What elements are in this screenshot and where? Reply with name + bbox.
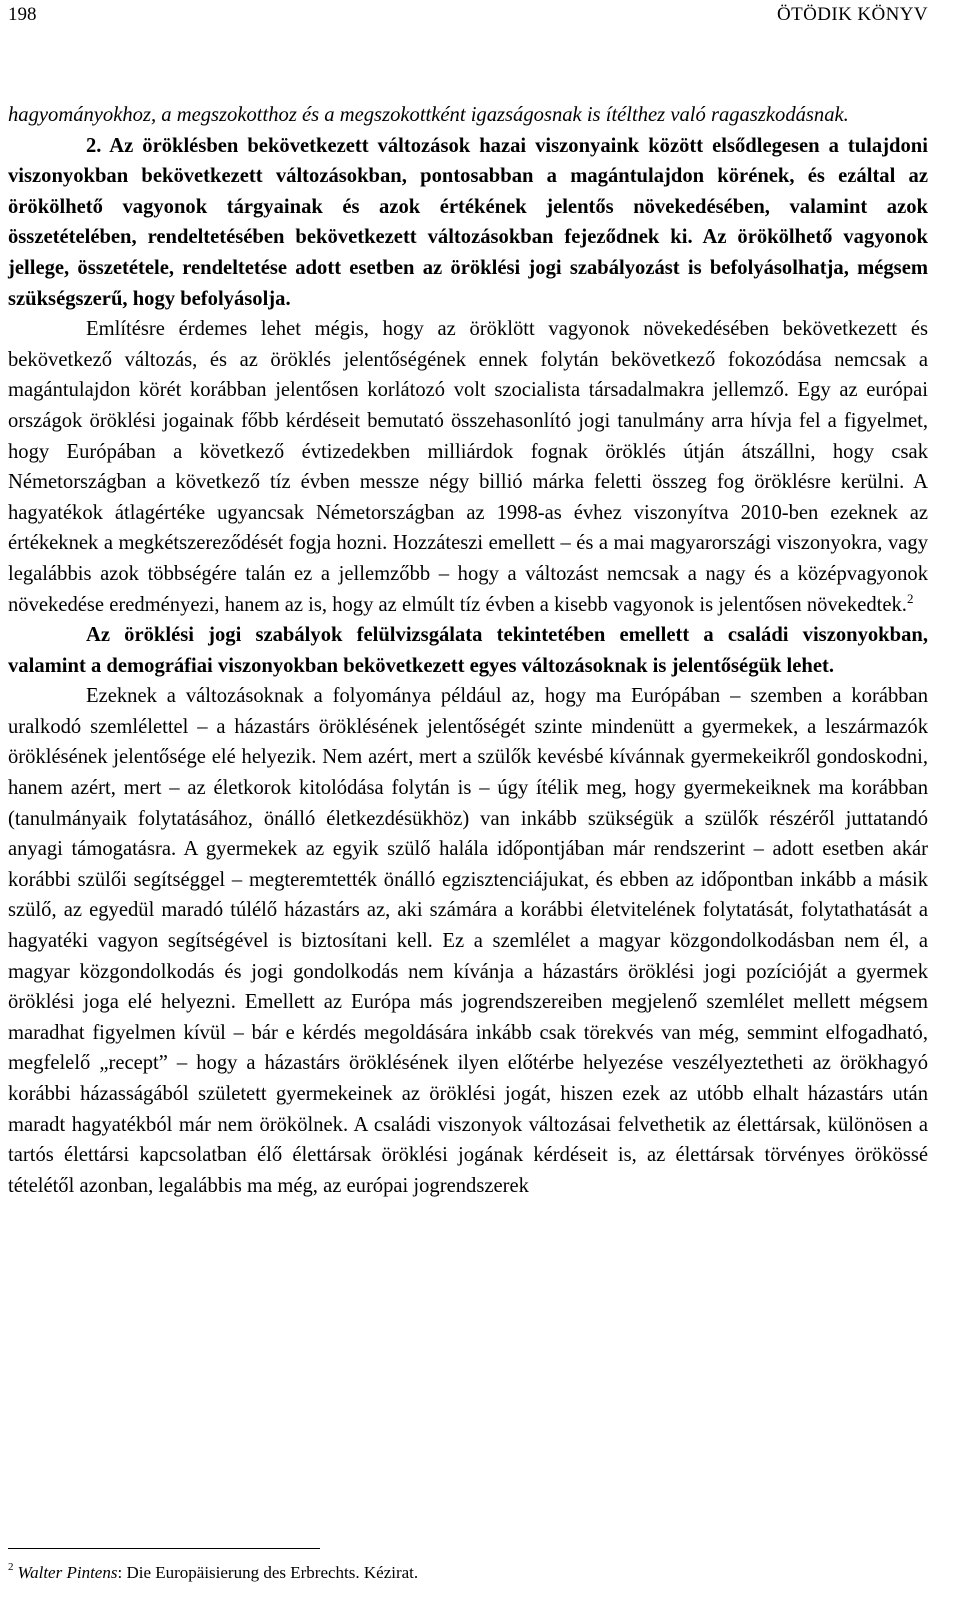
page-number: 198: [8, 4, 37, 25]
running-title: ÖTÖDIK KÖNYV: [777, 4, 928, 25]
paragraph-text: Említésre érdemes lehet mégis, hogy az öröklött vagyonok növekedésében bekövetkezett és bekövetkező változás, és az öröklés jelentőségének ennek folytán bekövetkező fokozódása nemcsak a magántulajdon körét korábban jelentősen korlátozó volt szocialista társadalmakra jellemző. Egy az európai országok öröklési jogainak főbb kérdéseit bemutató összehasonlító jogi tanulmány arra hívja fel a figyelmet, hogy Európában a következő évtizedekben milliárdok fognak öröklés útján átszállni, hogy csak Németországban a következő tíz évben messze négy billió márka feletti összeg fog öröklésre kerülni. A hagyatékok átlagértéke ugyancsak Németországban az 1998-as évhez viszonyítva 2010-ben ezeknek az értékeknek a megkétszereződését fogja hozni. Hozzáteszi emellett – és a mai magyarországi viszonyokra, vagy legalábbis azok többségére talán ez a jellemzőbb – hogy a változást nemcsak a nagy és a középvagyonok növekedése eredményezi, hanem az is, hogy az elmúlt tíz évben a kisebb vagyonok is jelentősen növekedtek.: [8, 318, 928, 616]
footnote-number: 2: [8, 1561, 14, 1573]
footnote: [8, 1562, 928, 1584]
footnote-reference: 2: [906, 590, 914, 606]
body-text: [8, 100, 928, 1201]
paragraph-section-2: 2. Az öröklésben bekövetkezett változások hazai viszonyaink között elsődlegesen a tulajdoni viszonyokban bekövetkezett változásokban, pontosabban a magántulajdon körének, és ezáltal az örökölhető vagyonok tárgyainak és azok értékének jelentős növekedésében, valamint azok összetételében, rendeltetésében bekövetkezett változásokban fejeződnek ki. Az örökölhető vagyonok jellege, összetétele, rendeltetése adott esetben az öröklési jogi szabályozást is befolyásolhatja, mégsem szükségszerű, hogy befolyásolja.: [8, 134, 928, 310]
paragraph-family-relations: Az öröklési jogi szabályok felülvizsgálata tekintetében emellett a családi viszonyokban, valamint a demográfiai viszonyokban bekövetkezett egyes változásoknak is jelentőségük lehet.: [8, 624, 928, 677]
footnote-separator-text: :: [117, 1563, 127, 1582]
paragraph-continuation: hagyományokhoz, a megszokotthoz és a megszokottként igazságosnak is ítélthez való ragaszkodásnak.: [8, 104, 849, 126]
footnote-separator: [8, 1548, 320, 1549]
footnote-author: Walter Pintens: [17, 1563, 118, 1582]
footnote-text: Die Europäisierung des Erbrechts. Kézirat.: [126, 1563, 419, 1582]
paragraph-inheritance-growth: [8, 314, 928, 620]
paragraph-spouse-inheritance: Ezeknek a változásoknak a folyománya például az, hogy ma Európában – szemben a korábban uralkodó szemlélettel – a házastárs öröklésének jelentőségét szinte mindenütt a gyermekek, a leszármazók öröklésének jelentősége elé helyezik. Nem azért, mert a szülők kevésbé kívánnak gyermekeikről gondoskodni, hanem azért, mert – az életkorok kitolódása folytán is – úgy ítélik meg, hogy gyermekeiknek ma korábban (tanulmányaik folytatásához, önálló életkezdésükhöz) van inkább szükségük a szülők részéről juttatandó anyagi támogatásra. A gyermekek az egyik szülő halála időpontjában már rendszerint – adott esetben akár korábbi szülői segítséggel – megteremtették önálló egzisztenciájukat, és ebben az időpontban inkább a másik szülő, az egyedül maradó túlélő házastárs az, aki számára a korábbi életvitelének folytatását, folytathatását a hagyatéki vagyon segítségével is biztosítani kell. Ez a szemlélet a magyar közgondolkodásban nem él, a magyar közgondolkodás és jogi gondolkodás nem kívánja a házastárs öröklési jogi pozícióját a gyermek öröklési joga elé helyezni. Emellett az Európa más jogrendszereiben megjelenő szemlélet mellett mégsem maradhat figyelmen kívül – bár e kérdés megoldására inkább csak törekvés van még, semmint elfogadható, megfelelő „recept” – hogy a házastárs öröklésének ilyen előtérbe helyezése veszélyeztetheti az örökhagyó korábbi házasságából született gyermekeinek az öröklési jogát, hiszen ezek az utóbb elhalt házastárs után maradt hagyatékból már nem örökölnek. A családi viszonyok változásai felvethetik az élettársak, különösen a tartós élettársi kapcsolatban élő élettársak öröklési jogának kérdéseit is, az élettársak törvényes örökössé tételétől azonban, legalábbis ma még, az európai jogrendszerek: [8, 685, 928, 1197]
